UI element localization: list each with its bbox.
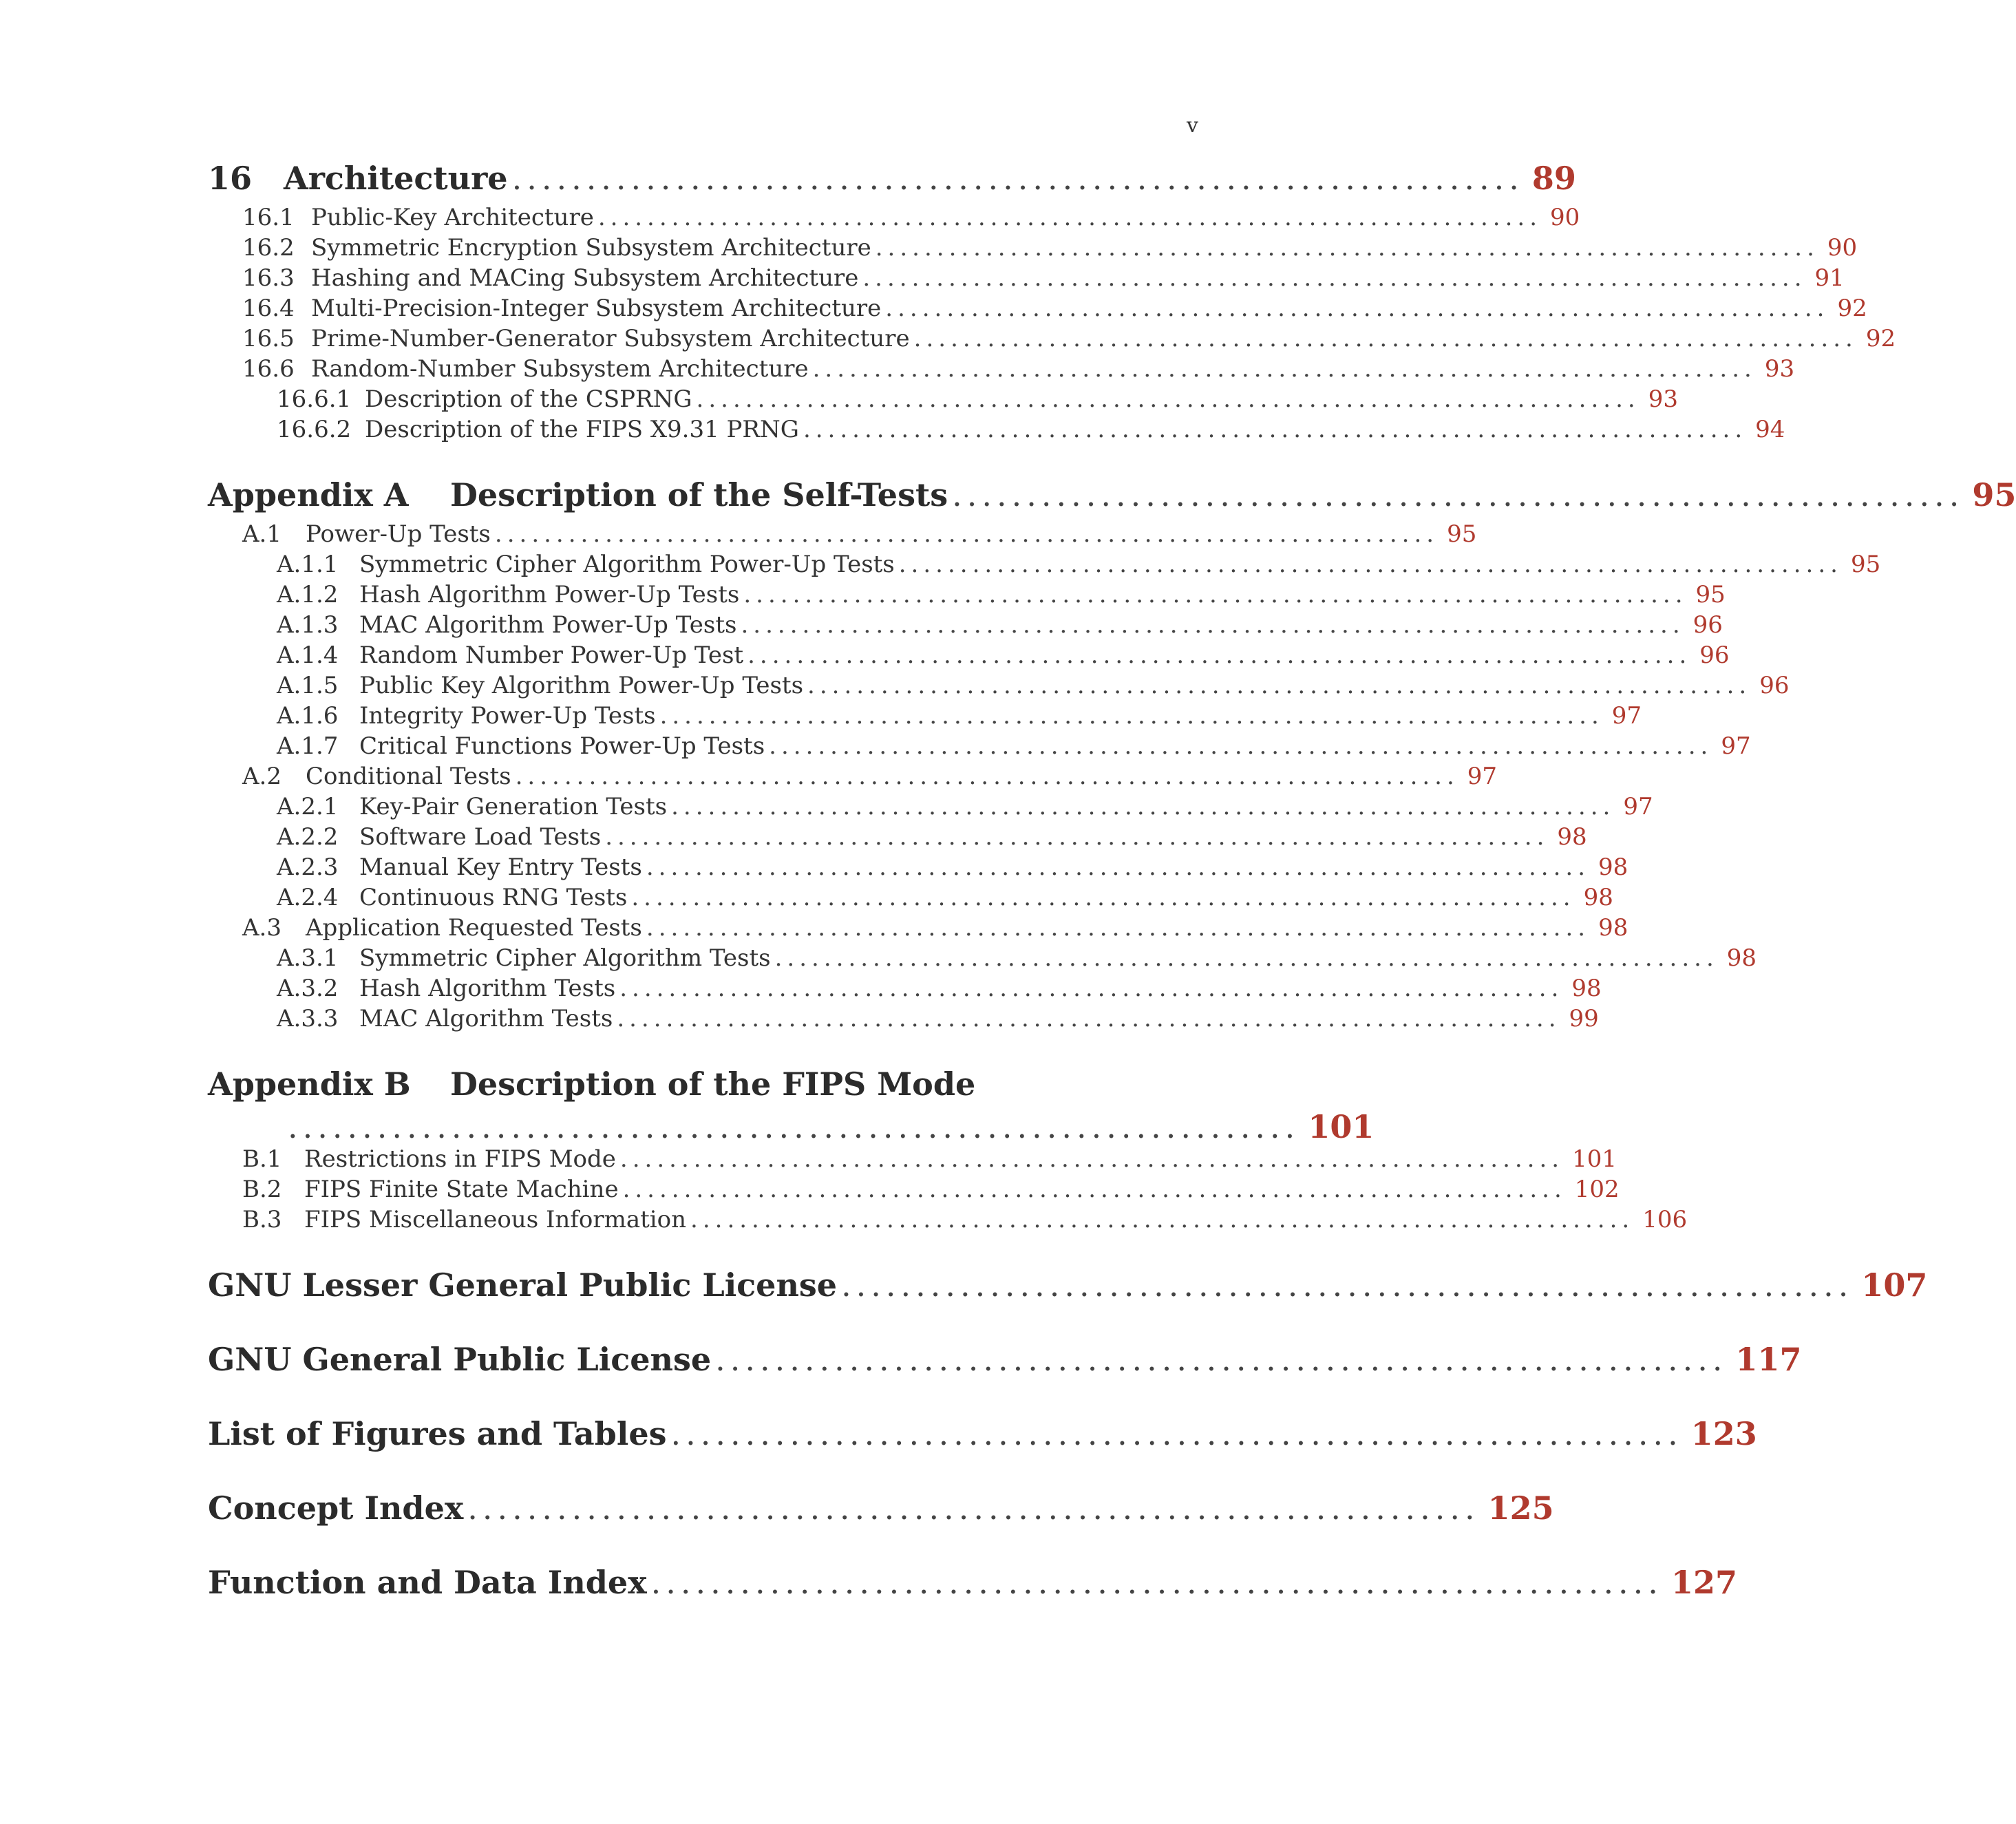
toc-title: GNU Lesser General Public License xyxy=(208,1266,838,1304)
toc-page: 98 xyxy=(1571,975,1602,1002)
toc-section-16-3[interactable] xyxy=(242,264,1845,295)
toc-number: Appendix A xyxy=(208,476,409,513)
toc-leader: .................................................................... xyxy=(841,1266,1854,1304)
toc-number: A.1.6 xyxy=(277,702,339,730)
toc-leader: ............................................................................. xyxy=(619,975,1564,1002)
toc-subsection-a1-2[interactable] xyxy=(277,581,1726,611)
toc-number: A.3.3 xyxy=(277,1005,339,1032)
toc-page: 97 xyxy=(1721,732,1751,760)
toc-concept-index[interactable] xyxy=(208,1489,1554,1531)
toc-leader: ............................................................................. xyxy=(597,204,1542,231)
toc-title: Integrity Power-Up Tests xyxy=(359,702,656,730)
toc-section-b2[interactable] xyxy=(242,1176,1620,1206)
toc-number: A.1.1 xyxy=(277,551,339,578)
toc-leader: ............................................................................. xyxy=(690,1206,1635,1233)
toc-leader: .................................................................... xyxy=(670,1415,1683,1452)
toc-title: Hash Algorithm Power-Up Tests xyxy=(359,581,740,608)
toc-page: 125 xyxy=(1487,1489,1554,1527)
toc-number: 16.6.1 xyxy=(277,385,352,413)
toc-title: Description of the FIPS Mode xyxy=(450,1065,976,1103)
toc-page: 96 xyxy=(1693,611,1723,639)
toc-number: A.3 xyxy=(242,914,282,942)
toc-leader: .................................................................... xyxy=(288,1108,1300,1145)
toc-title: Manual Key Entry Tests xyxy=(359,853,642,881)
toc-leader: ............................................................................. xyxy=(696,385,1640,413)
toc-title: Concept Index xyxy=(208,1489,464,1527)
toc-appendix-a[interactable] xyxy=(208,476,2016,518)
toc-title: Software Load Tests xyxy=(359,823,602,851)
toc-number: 16.4 xyxy=(242,295,295,322)
toc-section-a2[interactable] xyxy=(242,763,1498,793)
toc-section-16-5[interactable] xyxy=(242,325,1896,355)
toc-leader: ............................................................................. xyxy=(898,551,1843,578)
toc-title: Public-Key Architecture xyxy=(311,204,594,231)
toc-number: Appendix B xyxy=(208,1065,411,1103)
toc-leader: ............................................................................. xyxy=(807,672,1752,699)
toc-leader: ............................................................................. xyxy=(617,1005,1561,1032)
toc-title: Critical Functions Power-Up Tests xyxy=(359,732,765,760)
toc-leader: ............................................................................. xyxy=(659,702,1604,730)
toc-title: Random-Number Subsystem Architecture xyxy=(311,355,809,383)
toc-number: A.1 xyxy=(242,520,282,548)
toc-title: List of Figures and Tables xyxy=(208,1415,667,1452)
toc-number: A.2.2 xyxy=(277,823,339,851)
toc-number: B.1 xyxy=(242,1145,282,1173)
toc-page: 98 xyxy=(1598,914,1628,942)
toc-title: Prime-Number-Generator Subsystem Architecture xyxy=(311,325,910,352)
toc-title: Public Key Algorithm Power-Up Tests xyxy=(359,672,804,699)
page-number: v xyxy=(1187,114,1198,138)
toc-leader: ............................................................................. xyxy=(885,295,1829,322)
toc-leader: ............................................................................. xyxy=(747,641,1692,669)
toc-title: FIPS Finite State Machine xyxy=(304,1176,619,1203)
toc-page: 96 xyxy=(1759,672,1790,699)
toc-page: 95 xyxy=(1850,551,1881,578)
toc-page: 117 xyxy=(1735,1341,1802,1378)
toc-leader: ............................................................................. xyxy=(774,944,1719,972)
toc-leader: .................................................................... xyxy=(511,160,1524,197)
toc-section-b1[interactable] xyxy=(242,1145,1617,1176)
toc-subsection-a1-7[interactable] xyxy=(277,732,1751,763)
toc-title: Architecture xyxy=(284,160,508,197)
toc-section-16-4[interactable] xyxy=(242,295,1867,325)
toc-number: B.2 xyxy=(242,1176,282,1203)
toc-title: Restrictions in FIPS Mode xyxy=(304,1145,616,1173)
toc-page: 95 xyxy=(1447,520,1477,548)
toc-page: 101 xyxy=(1572,1145,1617,1173)
toc-title: Function and Data Index xyxy=(208,1564,647,1601)
toc-leader: ............................................................................. xyxy=(671,793,1615,820)
toc-number: A.2.3 xyxy=(277,853,339,881)
toc-section-16-6[interactable] xyxy=(242,355,1795,385)
toc-leader: .................................................................... xyxy=(467,1489,1480,1527)
toc-leader: ............................................................................. xyxy=(913,325,1858,352)
toc-function-index[interactable] xyxy=(208,1564,1737,1605)
toc-page: 95 xyxy=(1972,476,2016,513)
toc-number: 16.5 xyxy=(242,325,295,352)
toc-title: Hashing and MACing Subsystem Architecture xyxy=(311,264,859,292)
toc-title: MAC Algorithm Tests xyxy=(359,1005,613,1032)
toc-number: 16.6 xyxy=(242,355,295,383)
toc-subsection-a1-6[interactable] xyxy=(277,702,1642,732)
toc-title: Hash Algorithm Tests xyxy=(359,975,616,1002)
toc-number: 16.3 xyxy=(242,264,295,292)
toc-page: 90 xyxy=(1827,234,1858,262)
toc-page: 97 xyxy=(1623,793,1653,820)
toc-section-a3[interactable] xyxy=(242,914,1628,944)
toc-leader: ............................................................................. xyxy=(812,355,1757,383)
toc-leader: .................................................................... xyxy=(715,1341,1728,1378)
toc-subsection-16-6-1[interactable] xyxy=(277,385,1678,416)
toc-leader: ............................................................................. xyxy=(741,611,1685,639)
toc-number: 16.1 xyxy=(242,204,295,231)
toc-title: Continuous RNG Tests xyxy=(359,884,628,911)
toc-subsection-16-6-2[interactable] xyxy=(277,416,1785,446)
toc-appendix-b[interactable] xyxy=(208,1065,1375,1145)
toc-page: 97 xyxy=(1611,702,1642,730)
toc-subsection-a2-3[interactable] xyxy=(277,853,1628,884)
toc-title: MAC Algorithm Power-Up Tests xyxy=(359,611,737,639)
toc-leader: ............................................................................. xyxy=(622,1176,1567,1203)
toc-leader: ............................................................................. xyxy=(803,416,1748,443)
toc-title: Symmetric Encryption Subsystem Architecture xyxy=(311,234,871,262)
toc-page: 99 xyxy=(1569,1005,1599,1032)
toc-title: Key-Pair Generation Tests xyxy=(359,793,668,820)
toc-page: 123 xyxy=(1690,1415,1757,1452)
toc-leader: ............................................................................. xyxy=(605,823,1549,851)
toc-page: 97 xyxy=(1467,763,1498,790)
toc-page: 93 xyxy=(1764,355,1795,383)
toc-page: 98 xyxy=(1726,944,1757,972)
toc-page: 92 xyxy=(1837,295,1867,322)
toc-title: Description of the CSPRNG xyxy=(365,385,692,413)
toc-title: Description of the FIPS X9.31 PRNG xyxy=(365,416,799,443)
toc-number: A.1.4 xyxy=(277,641,339,669)
toc-page: 106 xyxy=(1642,1206,1688,1233)
toc-number: A.2.4 xyxy=(277,884,339,911)
toc-page: 92 xyxy=(1865,325,1896,352)
toc-leader: ............................................................................. xyxy=(769,732,1713,760)
toc-title: Conditional Tests xyxy=(306,763,511,790)
toc-page: 127 xyxy=(1670,1564,1737,1601)
toc-leader: ............................................................................. xyxy=(494,520,1439,548)
toc-title: FIPS Miscellaneous Information xyxy=(304,1206,687,1233)
toc-number: B.3 xyxy=(242,1206,282,1233)
toc-page: 94 xyxy=(1755,416,1785,443)
toc-section-b3[interactable] xyxy=(242,1206,1688,1236)
toc-leader: ............................................................................. xyxy=(515,763,1459,790)
toc-chapter-16[interactable] xyxy=(208,160,1576,201)
toc-number: 16 xyxy=(208,160,253,197)
toc-leader: ............................................................................. xyxy=(875,234,1819,262)
toc-subsection-a1-4[interactable] xyxy=(277,641,1730,672)
toc-leader: ............................................................................. xyxy=(619,1145,1564,1173)
toc-subsection-a2-1[interactable] xyxy=(277,793,1653,823)
toc-number: A.2.1 xyxy=(277,793,339,820)
toc-page: 98 xyxy=(1598,853,1628,881)
toc-title: Description of the Self-Tests xyxy=(450,476,948,513)
toc-leader: ............................................................................. xyxy=(743,581,1688,608)
toc-number: 16.2 xyxy=(242,234,295,262)
toc-subsection-a1-3[interactable] xyxy=(277,611,1723,641)
toc-section-a1[interactable] xyxy=(242,520,1477,551)
toc-title: Power-Up Tests xyxy=(306,520,491,548)
toc-page: 101 xyxy=(1308,1108,1375,1145)
toc-page: 95 xyxy=(1695,581,1726,608)
toc-leader: .................................................................... xyxy=(952,476,1964,513)
toc-subsection-a3-1[interactable] xyxy=(277,944,1757,975)
toc-subsection-a1-5[interactable] xyxy=(277,672,1790,702)
toc-subsection-a2-2[interactable] xyxy=(277,823,1587,853)
toc-number: A.1.2 xyxy=(277,581,339,608)
toc-lgpl[interactable] xyxy=(208,1266,1928,1308)
toc-leader: ............................................................................. xyxy=(631,884,1575,911)
toc-subsection-a2-4[interactable] xyxy=(277,884,1613,914)
toc-number: A.1.7 xyxy=(277,732,339,760)
toc-number: A.3.1 xyxy=(277,944,339,972)
toc-title: Multi-Precision-Integer Subsystem Architecture xyxy=(311,295,882,322)
toc-number: A.3.2 xyxy=(277,975,339,1002)
toc-page: 102 xyxy=(1574,1176,1620,1203)
toc-list-of-figures[interactable] xyxy=(208,1415,1757,1456)
toc-title: Symmetric Cipher Algorithm Power-Up Tests xyxy=(359,551,895,578)
toc-page: 98 xyxy=(1583,884,1613,911)
toc-number: 16.6.2 xyxy=(277,416,352,443)
toc-leader: ............................................................................. xyxy=(646,914,1591,942)
toc-title: Random Number Power-Up Test xyxy=(359,641,744,669)
toc-page: 93 xyxy=(1648,385,1678,413)
toc-subsection-a1-1[interactable] xyxy=(277,551,1881,581)
toc-subsection-a3-3[interactable] xyxy=(277,1005,1599,1035)
toc-number: A.2 xyxy=(242,763,282,790)
toc-page: 91 xyxy=(1814,264,1845,292)
toc-title: GNU General Public License xyxy=(208,1341,712,1378)
toc-page: 107 xyxy=(1861,1266,1928,1304)
toc-leader: ............................................................................. xyxy=(646,853,1591,881)
toc-gpl[interactable] xyxy=(208,1341,1802,1382)
toc-section-16-1[interactable] xyxy=(242,204,1580,234)
toc-leader: .................................................................... xyxy=(650,1564,1663,1601)
toc-page: 90 xyxy=(1550,204,1580,231)
toc-page: 96 xyxy=(1699,641,1730,669)
toc-title: Symmetric Cipher Algorithm Tests xyxy=(359,944,771,972)
toc-page: 89 xyxy=(1531,160,1576,197)
toc-page: 98 xyxy=(1557,823,1587,851)
toc-section-16-2[interactable] xyxy=(242,234,1858,264)
toc-number: A.1.5 xyxy=(277,672,339,699)
toc-title: Application Requested Tests xyxy=(306,914,642,942)
toc-number: A.1.3 xyxy=(277,611,339,639)
toc-leader: ............................................................................. xyxy=(862,264,1807,292)
toc-subsection-a3-2[interactable] xyxy=(277,975,1602,1005)
